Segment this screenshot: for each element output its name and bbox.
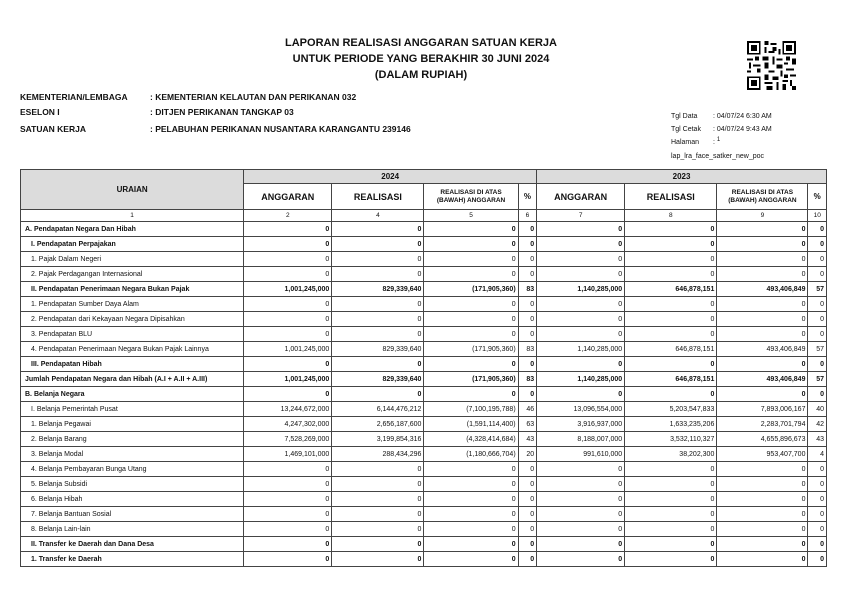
cell-value: 13,244,672,000 (244, 402, 332, 417)
cell-value: 0 (518, 492, 536, 507)
cell-value: 0 (332, 222, 424, 237)
cell-value: 0 (625, 297, 717, 312)
cell-value: 2,656,187,600 (332, 417, 424, 432)
cell-value: 57 (808, 372, 827, 387)
anggaran-header: ANGGARAN (244, 184, 332, 210)
cell-value: 0 (332, 237, 424, 252)
table-row (21, 222, 827, 237)
report-code: lap_lra_face_satker_new_poc (671, 153, 765, 160)
column-number: 2 (244, 210, 332, 222)
row-label: 1. Belanja Pegawai (21, 417, 244, 432)
cell-value: 0 (625, 267, 717, 282)
cell-value: 0 (717, 312, 808, 327)
pct-header: % (808, 184, 827, 210)
cell-value: 0 (424, 222, 518, 237)
cell-value: 0 (717, 552, 808, 567)
cell-value: 0 (717, 492, 808, 507)
cell-value: 0 (625, 237, 717, 252)
cell-value: 0 (808, 357, 827, 372)
halaman-label: Halaman (671, 139, 700, 146)
satker-value: : PELABUHAN PERIKANAN NUSANTARA KARANGANTU 239146 (150, 124, 411, 134)
cell-value: 1,001,245,000 (244, 372, 332, 387)
cell-value: 0 (244, 387, 332, 402)
cell-value: 0 (625, 387, 717, 402)
cell-value: 0 (424, 492, 518, 507)
table-row (21, 372, 827, 387)
cell-value: 0 (717, 252, 808, 267)
cell-value: 40 (808, 402, 827, 417)
table-row (21, 282, 827, 297)
cell-value: 0 (625, 252, 717, 267)
cell-value: 0 (537, 492, 625, 507)
budget-realization-table (20, 169, 827, 567)
cell-value: 83 (518, 372, 536, 387)
table-row (21, 297, 827, 312)
column-number-row (21, 210, 827, 222)
table-body (21, 222, 827, 567)
cell-value: 83 (518, 282, 536, 297)
row-label: A. Pendapatan Negara Dan Hibah (21, 222, 244, 237)
column-number: 6 (518, 210, 536, 222)
cell-value: 288,434,296 (332, 447, 424, 462)
cell-value: 0 (808, 462, 827, 477)
row-label: 1. Pajak Dalam Negeri (21, 252, 244, 267)
cell-value: 0 (717, 222, 808, 237)
cell-value: 13,096,554,000 (537, 402, 625, 417)
cell-value: 0 (332, 477, 424, 492)
cell-value: 7,528,269,000 (244, 432, 332, 447)
row-label: 2. Pajak Perdagangan Internasional (21, 267, 244, 282)
cell-value: 2,283,701,794 (717, 417, 808, 432)
column-number: 9 (717, 210, 808, 222)
cell-value: 0 (424, 252, 518, 267)
cell-value: 0 (424, 537, 518, 552)
cell-value: 0 (625, 552, 717, 567)
halaman-number: 1 (716, 137, 721, 143)
cell-value: 0 (518, 537, 536, 552)
cell-value: 0 (244, 537, 332, 552)
realisasi-diatas-header: REALISASI DI ATAS (BAWAH) ANGGARAN (424, 184, 518, 210)
cell-value: 0 (332, 387, 424, 402)
table-row (21, 537, 827, 552)
cell-value: 0 (625, 462, 717, 477)
cell-value: 0 (244, 507, 332, 522)
cell-value: 0 (537, 387, 625, 402)
report-currency-note: (DALAM RUPIAH) (374, 69, 468, 81)
cell-value: 0 (537, 267, 625, 282)
kementerian-label: KEMENTERIAN/LEMBAGA (20, 92, 128, 102)
cell-value: 0 (808, 387, 827, 402)
row-label: I. Pendapatan Perpajakan (21, 237, 244, 252)
cell-value: 0 (717, 237, 808, 252)
cell-value: 0 (424, 462, 518, 477)
cell-value: 1,140,285,000 (537, 282, 625, 297)
cell-value: 57 (808, 342, 827, 357)
cell-value: 829,339,640 (332, 342, 424, 357)
column-number: 10 (808, 210, 827, 222)
halaman (671, 139, 720, 146)
cell-value: 0 (244, 462, 332, 477)
cell-value: 0 (625, 522, 717, 537)
cell-value: (171,905,360) (424, 372, 518, 387)
cell-value: 5,203,547,833 (625, 402, 717, 417)
cell-value: 0 (717, 387, 808, 402)
row-label: II. Pendapatan Penerimaan Negara Bukan Pajak (21, 282, 244, 297)
row-label: 1. Transfer ke Daerah (21, 552, 244, 567)
table-row (21, 237, 827, 252)
cell-value: (171,905,360) (424, 342, 518, 357)
cell-value: 0 (424, 507, 518, 522)
cell-value: 0 (518, 297, 536, 312)
cell-value: 3,532,110,327 (625, 432, 717, 447)
cell-value: 1,140,285,000 (537, 342, 625, 357)
cell-value: 0 (244, 267, 332, 282)
year-2024-header: 2024 (244, 170, 537, 184)
cell-value: 0 (332, 357, 424, 372)
tgl-cetak (671, 126, 772, 133)
satker-label: SATUAN KERJA (20, 124, 86, 134)
cell-value: 1,001,245,000 (244, 342, 332, 357)
cell-value: 0 (518, 552, 536, 567)
cell-value: 7,893,006,167 (717, 402, 808, 417)
cell-value: 0 (808, 522, 827, 537)
cell-value: 493,406,849 (717, 372, 808, 387)
table-row (21, 267, 827, 282)
cell-value: 0 (424, 552, 518, 567)
cell-value: 0 (717, 267, 808, 282)
cell-value: 0 (518, 237, 536, 252)
cell-value: 0 (332, 492, 424, 507)
row-label: 5. Belanja Subsidi (21, 477, 244, 492)
table-row (21, 402, 827, 417)
cell-value: 0 (424, 357, 518, 372)
cell-value: 0 (717, 507, 808, 522)
cell-value: 0 (537, 357, 625, 372)
cell-value: 0 (717, 462, 808, 477)
cell-value: 0 (424, 312, 518, 327)
cell-value: 0 (808, 297, 827, 312)
cell-value: 0 (537, 297, 625, 312)
cell-value: (7,100,195,788) (424, 402, 518, 417)
cell-value: 0 (332, 252, 424, 267)
cell-value: 0 (537, 312, 625, 327)
cell-value: 0 (244, 297, 332, 312)
uraian-header: URAIAN (21, 170, 244, 210)
cell-value: 3,916,937,000 (537, 417, 625, 432)
cell-value: 0 (332, 552, 424, 567)
cell-value: 0 (625, 492, 717, 507)
cell-value: 0 (244, 237, 332, 252)
table-row (21, 387, 827, 402)
cell-value: 0 (244, 312, 332, 327)
row-label: Jumlah Pendapatan Negara dan Hibah (A.I + A.II + A.III) (21, 372, 244, 387)
cell-value: 4,247,302,000 (244, 417, 332, 432)
cell-value: 0 (625, 312, 717, 327)
row-label: 6. Belanja Hibah (21, 492, 244, 507)
table-row (21, 432, 827, 447)
table-row (21, 357, 827, 372)
cell-value: 1,140,285,000 (537, 372, 625, 387)
cell-value: 0 (537, 477, 625, 492)
tgl-cetak-value: : 04/07/24 9:43 AM (712, 126, 772, 133)
cell-value: 646,878,151 (625, 342, 717, 357)
column-number: 1 (21, 210, 244, 222)
eselon-label: ESELON I (20, 107, 60, 117)
cell-value: 0 (808, 267, 827, 282)
cell-value: 0 (424, 477, 518, 492)
column-number: 7 (537, 210, 625, 222)
cell-value: 991,610,000 (537, 447, 625, 462)
cell-value: 0 (808, 537, 827, 552)
table-row (21, 522, 827, 537)
cell-value: 0 (808, 492, 827, 507)
halaman-colon: : (712, 139, 715, 146)
cell-value: 0 (625, 222, 717, 237)
row-label: 3. Belanja Modal (21, 447, 244, 462)
cell-value: 1,469,101,000 (244, 447, 332, 462)
cell-value: 0 (424, 297, 518, 312)
cell-value: 0 (518, 462, 536, 477)
cell-value: 829,339,640 (332, 372, 424, 387)
cell-value: 0 (625, 537, 717, 552)
cell-value: 0 (518, 267, 536, 282)
realisasi-header: REALISASI (625, 184, 717, 210)
row-label: 1. Pendapatan Sumber Daya Alam (21, 297, 244, 312)
cell-value: 0 (518, 327, 536, 342)
cell-value: 0 (424, 522, 518, 537)
cell-value: 0 (537, 222, 625, 237)
cell-value: 0 (717, 327, 808, 342)
tgl-cetak-label: Tgl Cetak (671, 126, 701, 133)
cell-value: 953,407,700 (717, 447, 808, 462)
cell-value: 0 (518, 522, 536, 537)
cell-value: (1,591,114,400) (424, 417, 518, 432)
tgl-data-value: : 04/07/24 6:30 AM (712, 113, 772, 120)
cell-value: 0 (717, 537, 808, 552)
row-label: B. Belanja Negara (21, 387, 244, 402)
cell-value: 38,202,300 (625, 447, 717, 462)
cell-value: 0 (518, 507, 536, 522)
cell-value: 0 (808, 477, 827, 492)
row-label: 7. Belanja Bantuan Sosial (21, 507, 244, 522)
cell-value: 4 (808, 447, 827, 462)
table-row (21, 462, 827, 477)
cell-value: 0 (332, 537, 424, 552)
cell-value: 0 (625, 327, 717, 342)
table-row (21, 342, 827, 357)
cell-value: 0 (244, 222, 332, 237)
cell-value: 0 (424, 267, 518, 282)
cell-value: 493,406,849 (717, 342, 808, 357)
cell-value: 57 (808, 282, 827, 297)
cell-value: 0 (332, 507, 424, 522)
cell-value: 646,878,151 (625, 282, 717, 297)
table-row (21, 477, 827, 492)
cell-value: 0 (808, 312, 827, 327)
cell-value: 0 (424, 237, 518, 252)
cell-value: 0 (625, 357, 717, 372)
cell-value: 8,188,007,000 (537, 432, 625, 447)
table-row (21, 312, 827, 327)
cell-value: 0 (808, 327, 827, 342)
table-row (21, 552, 827, 567)
tgl-data (671, 113, 772, 120)
cell-value: 0 (332, 522, 424, 537)
cell-value: 0 (518, 252, 536, 267)
cell-value: 0 (332, 462, 424, 477)
cell-value: 6,144,476,212 (332, 402, 424, 417)
cell-value: 0 (244, 327, 332, 342)
cell-value: 42 (808, 417, 827, 432)
report-period: UNTUK PERIODE YANG BERAKHIR 30 JUNI 2024 (292, 53, 550, 65)
pct-header: % (518, 184, 536, 210)
tgl-data-label: Tgl Data (671, 113, 698, 120)
cell-value: 43 (518, 432, 536, 447)
cell-value: 493,406,849 (717, 282, 808, 297)
row-label: 3. Pendapatan BLU (21, 327, 244, 342)
cell-value: 0 (518, 357, 536, 372)
cell-value: 0 (537, 552, 625, 567)
realisasi-header: REALISASI (332, 184, 424, 210)
cell-value: 43 (808, 432, 827, 447)
cell-value: 0 (808, 507, 827, 522)
eselon-value: : DITJEN PERIKANAN TANGKAP 03 (150, 107, 294, 117)
cell-value: 0 (518, 387, 536, 402)
table-row (21, 417, 827, 432)
cell-value: 0 (244, 252, 332, 267)
cell-value: 0 (424, 387, 518, 402)
cell-value: 0 (625, 507, 717, 522)
cell-value: 0 (244, 357, 332, 372)
cell-value: 0 (537, 537, 625, 552)
cell-value: 0 (537, 462, 625, 477)
cell-value: 0 (808, 252, 827, 267)
row-label: 2. Pendapatan dari Kekayaan Negara Dipisahkan (21, 312, 244, 327)
cell-value: 0 (808, 237, 827, 252)
cell-value: 0 (537, 522, 625, 537)
cell-value: 829,339,640 (332, 282, 424, 297)
cell-value: 3,199,854,316 (332, 432, 424, 447)
anggaran-header: ANGGARAN (537, 184, 625, 210)
table-row (21, 327, 827, 342)
cell-value: 83 (518, 342, 536, 357)
cell-value: 0 (537, 327, 625, 342)
cell-value: 0 (244, 492, 332, 507)
column-number: 8 (625, 210, 717, 222)
cell-value: 0 (518, 477, 536, 492)
row-label: 4. Belanja Pembayaran Bunga Utang (21, 462, 244, 477)
cell-value: 0 (808, 222, 827, 237)
table-row (21, 252, 827, 267)
cell-value: 0 (717, 357, 808, 372)
table-row (21, 507, 827, 522)
table-row (21, 447, 827, 462)
cell-value: 0 (332, 297, 424, 312)
cell-value: 646,878,151 (625, 372, 717, 387)
year-2023-header: 2023 (537, 170, 827, 184)
cell-value: 0 (244, 477, 332, 492)
cell-value: 20 (518, 447, 536, 462)
cell-value: 0 (717, 297, 808, 312)
cell-value: 0 (332, 312, 424, 327)
row-label: 4. Pendapatan Penerimaan Negara Bukan Pajak Lainnya (21, 342, 244, 357)
cell-value: 0 (332, 267, 424, 282)
report-title: LAPORAN REALISASI ANGGARAN SATUAN KERJA (285, 37, 557, 49)
cell-value: 0 (244, 552, 332, 567)
cell-value: 0 (424, 327, 518, 342)
cell-value: 0 (537, 507, 625, 522)
cell-value: 1,001,245,000 (244, 282, 332, 297)
cell-value: 0 (244, 522, 332, 537)
cell-value: 46 (518, 402, 536, 417)
kementerian-value: : KEMENTERIAN KELAUTAN DAN PERIKANAN 032 (150, 92, 357, 102)
column-number: 5 (424, 210, 518, 222)
cell-value: 0 (625, 477, 717, 492)
column-number: 4 (332, 210, 424, 222)
cell-value: 0 (518, 222, 536, 237)
cell-value: 1,633,235,206 (625, 417, 717, 432)
row-label: I. Belanja Pemerintah Pusat (21, 402, 244, 417)
cell-value: 0 (717, 477, 808, 492)
cell-value: 0 (808, 552, 827, 567)
cell-value: 0 (537, 237, 625, 252)
cell-value: 0 (717, 522, 808, 537)
row-label: II. Transfer ke Daerah dan Dana Desa (21, 537, 244, 552)
cell-value: 63 (518, 417, 536, 432)
row-label: 2. Belanja Barang (21, 432, 244, 447)
table-row (21, 492, 827, 507)
cell-value: (1,180,666,704) (424, 447, 518, 462)
cell-value: 0 (518, 312, 536, 327)
realisasi-diatas-header: REALISASI DI ATAS (BAWAH) ANGGARAN (717, 184, 808, 210)
cell-value: (4,328,414,684) (424, 432, 518, 447)
cell-value: (171,905,360) (424, 282, 518, 297)
row-label: III. Pendapatan Hibah (21, 357, 244, 372)
qr-code-icon (747, 41, 796, 90)
cell-value: 0 (537, 252, 625, 267)
cell-value: 4,655,896,673 (717, 432, 808, 447)
row-label: 8. Belanja Lain-lain (21, 522, 244, 537)
cell-value: 0 (332, 327, 424, 342)
